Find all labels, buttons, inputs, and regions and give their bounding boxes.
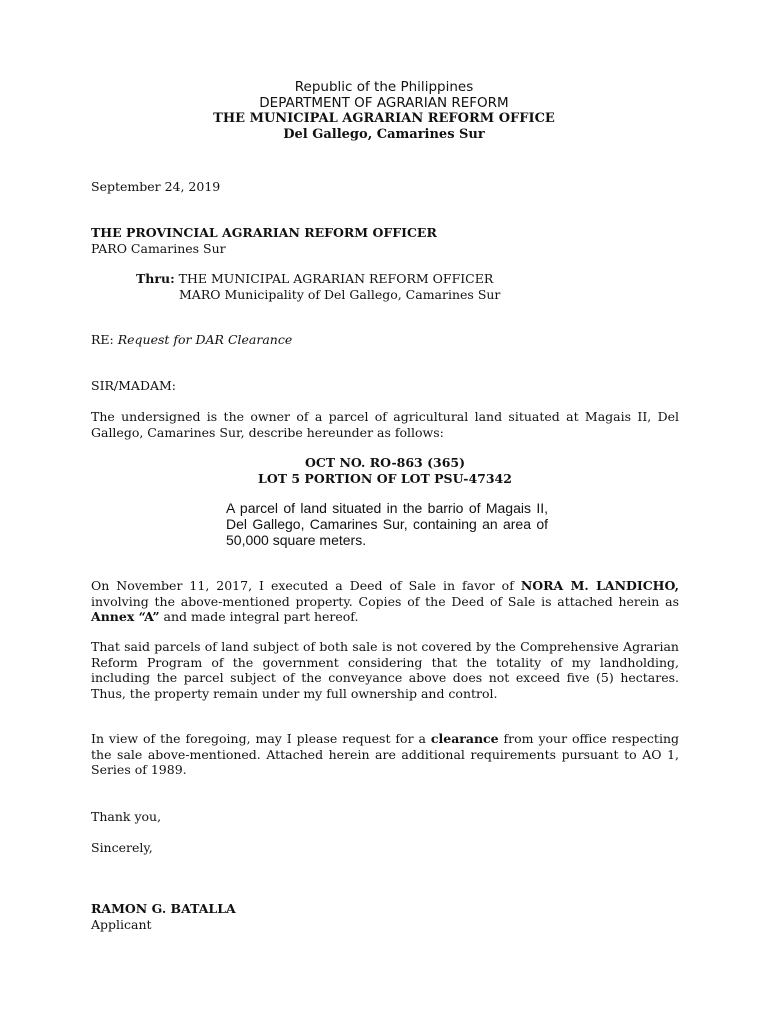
signer-name: RAMON G. BATALLA [91,901,236,916]
header-republic: Republic of the Philippines [294,79,474,95]
thru-label: Thru: [136,271,175,286]
para1-text-c: and made integral part hereof. [159,609,359,624]
para3-text-b: from your office respecting the sale above-mentioned. Attached herein are additional requirements pursuant to AO 1, Series of 1989. [91,731,679,777]
closing-thanks: Thank you, [91,809,162,824]
para3-text-a: In view of the foregoing, may I please request for a [91,731,431,746]
clearance-word: clearance [430,731,499,746]
addressee-title: THE PROVINCIAL AGRARIAN REFORM OFFICER [91,225,437,240]
property-lot: LOT 5 PORTION OF LOT PSU-47342 [258,470,512,486]
buyer-name: NORA M. LANDICHO, [520,578,679,593]
property-title-no: OCT NO. RO-863 (365) [304,455,466,470]
paragraph-request [91,731,679,778]
re-subject: Request for DAR Clearance [117,332,293,347]
annex-reference: Annex “A” [91,609,160,624]
header-office: THE MUNICIPAL AGRARIAN REFORM OFFICE [213,111,555,126]
letterhead [0,79,768,143]
signer-role: Applicant [91,916,152,932]
thru-title: THE MUNICIPAL AGRARIAN REFORM OFFICER [174,271,494,286]
re-line [91,332,679,348]
letter-date: September 24, 2019 [91,179,221,194]
header-department: DEPARTMENT OF AGRARIAN REFORM [259,95,509,111]
para1-text-a: On November 11, 2017, I executed a Deed of Sale in favor of [91,578,521,593]
paragraph-carp-coverage: That said parcels of land subject of both sale is not covered by the Comprehensive Agrarian Reform Program of the government considering that the totality of my landholding, including the parcel subject of the conveyance above does not exceed five (5) hectares. Thus, the property remain under my full ownership and control. [91,639,679,701]
header-location: Del Gallego, Camarines Sur [283,127,485,142]
thru-block [136,271,636,302]
para1-text-b: involving the above-mentioned property. Copies of the Deed of Sale is attached herein as [91,593,679,609]
paragraph-deed-of-sale [91,578,679,625]
property-heading [91,455,679,486]
property-description: A parcel of land situated in the barrio of Magais II, Del Gallego, Camarines Sur, containing an area of 50,000 square meters. [226,500,548,548]
salutation: SIR/MADAM: [91,378,177,393]
thru-office: MARO Municipality of Del Gallego, Camarines Sur [179,286,501,302]
addressee [91,225,679,256]
closing-sincerely: Sincerely, [91,840,153,855]
intro-paragraph: The undersigned is the owner of a parcel of agricultural land situated at Magais II, Del Gallego, Camarines Sur, describe hereunder as follows: [91,409,679,440]
signature-block [91,901,679,932]
addressee-office: PARO Camarines Sur [91,240,226,256]
re-label: RE: [91,332,118,347]
